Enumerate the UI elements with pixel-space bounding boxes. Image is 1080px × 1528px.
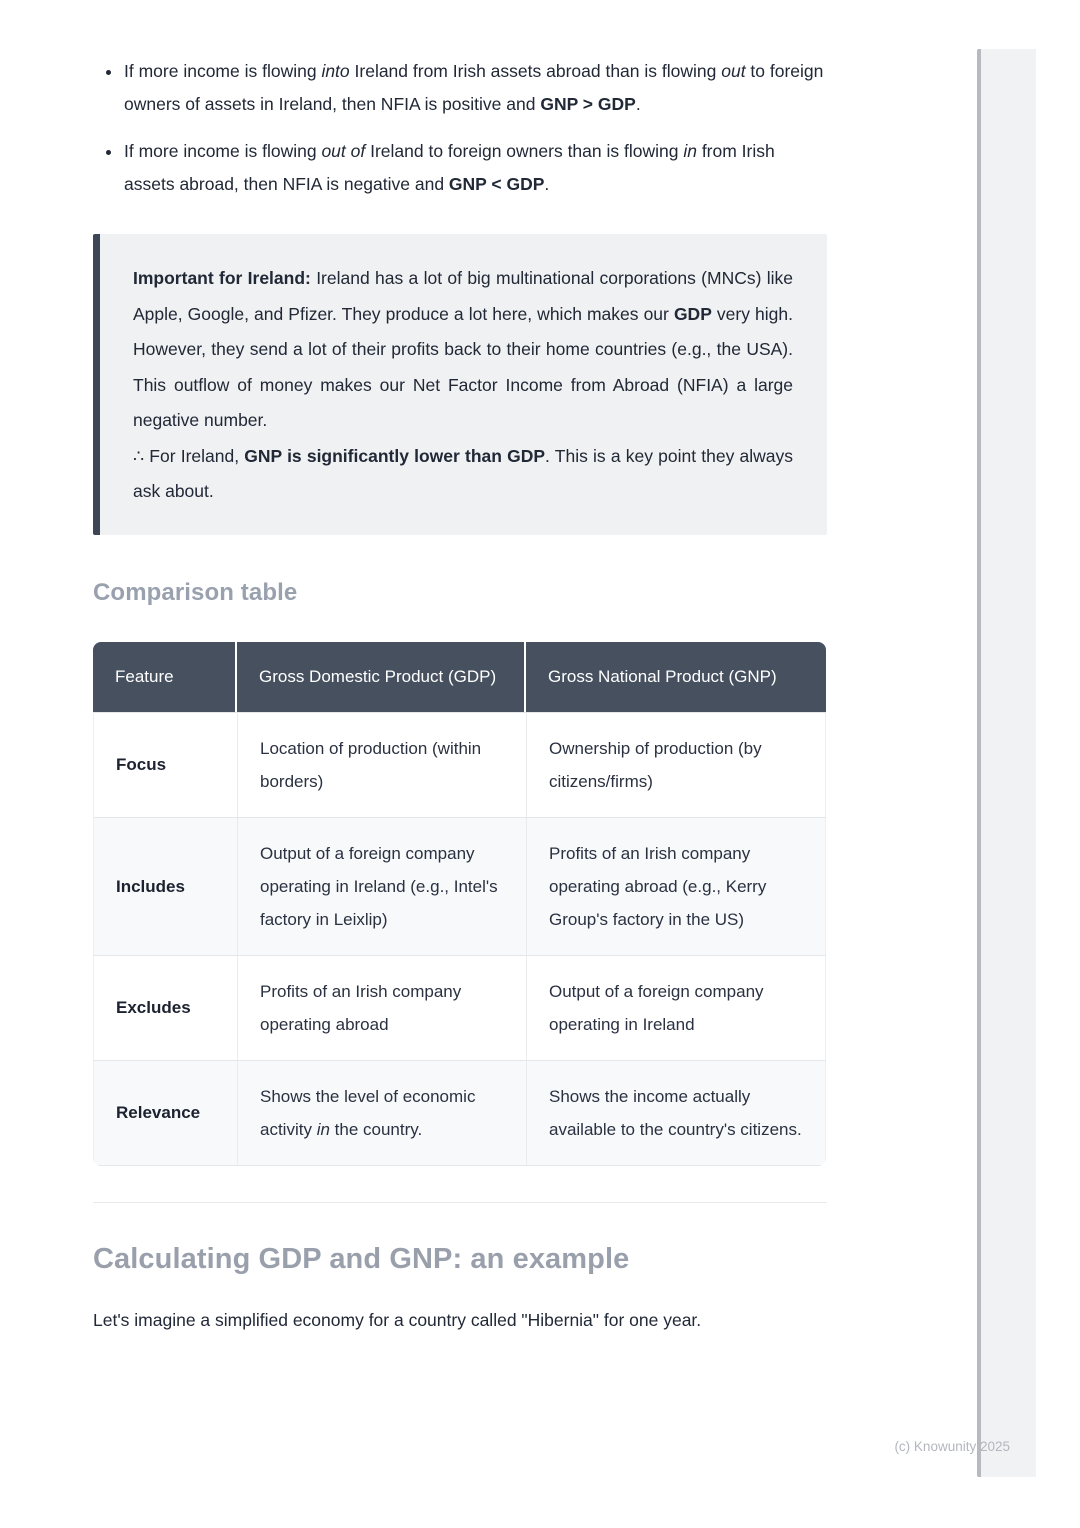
document-content	[93, 0, 827, 1337]
callout-paragraph: Important for Ireland: Ireland has a lot of big multinational corporations (MNCs) like Apple, Google, and Pfizer. They produce a lot here, which makes our GDP very high. However, they send a lot of their profits back to their home countries (e.g., the USA). This outflow of money makes our Net Factor Income from Abroad (NFIA) a large negative number.	[133, 268, 794, 430]
adjacent-page-preview[interactable]	[977, 49, 1036, 1477]
bullet-list	[93, 55, 827, 201]
section-heading-calculating-example: Calculating GDP and GNP: an example	[93, 1242, 630, 1275]
column-header-feature: Feature	[93, 642, 237, 712]
section-heading-comparison-table: Comparison table	[93, 578, 298, 606]
section-divider	[93, 1202, 827, 1203]
column-header-gdp: Gross Domestic Product (GDP)	[237, 642, 526, 712]
cell-focus-gdp: Location of production (within borders)	[237, 712, 526, 817]
comparison-table-wrapper	[93, 642, 826, 1166]
table-row-includes	[93, 817, 826, 955]
bullet-item-nfia-positive	[123, 55, 827, 121]
column-header-gnp: Gross National Product (GNP)	[526, 642, 826, 712]
table-row-focus	[93, 712, 826, 817]
callout-conclusion: ∴ For Ireland, GNP is significantly lower than GDP. This is a key point they always ask about.	[133, 445, 794, 501]
row-label-includes: Includes	[93, 817, 237, 955]
table-row-relevance	[93, 1060, 826, 1166]
cell-excludes-gdp: Profits of an Irish company operating abroad	[237, 955, 526, 1060]
comparison-table	[93, 642, 826, 1166]
cell-includes-gdp: Output of a foreign company operating in Ireland (e.g., Intel's factory in Leixlip)	[237, 817, 526, 955]
callout-important-for-ireland	[93, 234, 827, 535]
row-label-excludes: Excludes	[93, 955, 237, 1060]
copyright-note: (c) Knowunity 2025	[894, 1439, 1010, 1454]
bullet-item-nfia-negative	[123, 135, 827, 201]
cell-relevance-gnp: Shows the income actually available to the country's citizens.	[526, 1060, 826, 1166]
cell-relevance-gdp: Shows the level of economic activity in the country.	[237, 1060, 526, 1166]
table-header-row	[93, 642, 826, 712]
cell-focus-gnp: Ownership of production (by citizens/firms)	[526, 712, 826, 817]
row-label-focus: Focus	[93, 712, 237, 817]
table-row-excludes	[93, 955, 826, 1060]
cell-excludes-gnp: Output of a foreign company operating in Ireland	[526, 955, 826, 1060]
bullet-text: If more income is flowing out of Ireland to foreign owners than is flowing in from Irish assets abroad, then NFIA is negative and GNP < GDP.	[124, 141, 775, 194]
intro-paragraph: Let's imagine a simplified economy for a country called "Hibernia" for one year.	[93, 1309, 702, 1330]
row-label-relevance: Relevance	[93, 1060, 237, 1166]
bullet-text: If more income is flowing into Ireland from Irish assets abroad than is flowing out to foreign owners of assets in Ireland, then NFIA is positive and GNP > GDP.	[124, 61, 824, 114]
cell-includes-gnp: Profits of an Irish company operating abroad (e.g., Kerry Group's factory in the US)	[526, 817, 826, 955]
